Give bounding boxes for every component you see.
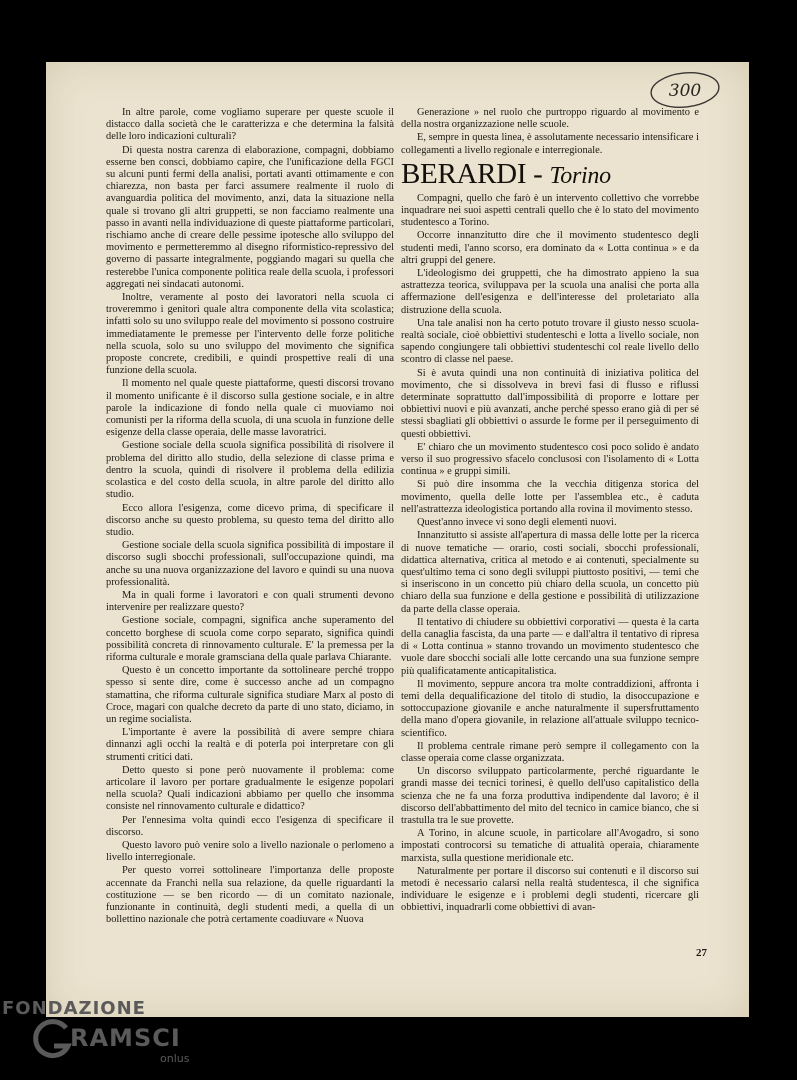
right-column — [401, 107, 699, 916]
magazine-page — [46, 62, 749, 1017]
paragraph: Occorre innanzitutto dire che il movimento studentesco degli studenti medi, l'anno scorso, era dominato da « Lotta continua » e da altri gruppi del genere. — [401, 230, 699, 266]
paragraph: Si è avuta quindi una non continuità di iniziativa politica del movimento, che si dissolveva in brevi fasi di flusso e riflussi determinate soprattutto dall'impossibilità di proporre e lottare per obbiettivi nuovi e più avanzati, anche perché spesso erano già di per sé stessi sbagliati gli obbiettivi o assurde le forme per il perseguimento di questi obbiettivi. — [401, 367, 699, 440]
paragraph: Gestione sociale della scuola significa possibilità di impostare il discorso sugli sbocchi professionali, sull'occupazione quindi, ma anche su una nuova organizzazione del lavoro e quindi su una nuova professionalità. — [106, 540, 394, 588]
handwritten-page-annotation — [646, 70, 724, 112]
paragraph: Gestione sociale, compagni, significa anche superamento del concetto borghese di scuola come corpo separato, significa quindi possibilità concreta di rinnovamento culturale. E' la premessa per la riforma culturale e morale gramsciana della quale parlava Chiarante. — [106, 615, 394, 663]
fondazione-gramsci-watermark — [0, 994, 220, 1080]
paragraph: Inoltre, veramente al posto dei lavoratori nella scuola ci troveremmo i genitori quale altra componente della vita scolastica; infatti solo su uno sviluppo reale del movimento si possono costruire immediatamente le premesse per l'intervento delle forze politiche nella scuola, solo su uno sviluppo del movimento che significa proposte concrete, credibili, e quindi prospettive reali di una funzione della scuola. — [106, 292, 394, 377]
watermark-line1: FONDAZIONE — [2, 998, 146, 1019]
paragraph: Ecco allora l'esigenza, come dicevo prima, di specificare il discorso anche su questo problema, su questo tema del diritto allo studio. — [106, 502, 394, 538]
speaker-city: Torino — [549, 162, 611, 189]
left-column — [106, 107, 394, 927]
page-number: 27 — [696, 947, 707, 959]
handwritten-circle-icon — [646, 70, 724, 112]
paragraph: Un discorso sviluppato particolarmente, perché riguardante le grandi masse dei tecnici torinesi, è quello dell'uso capitalistico della scienza che ne fa una forza produttiva indipendente dal lavoro; è il discorso dell'abbattimento del mito del tecnico in camice bianco, che si trastulla tra le sue provette. — [401, 766, 699, 826]
paragraph: Di questa nostra carenza di elaborazione, compagni, dobbiamo esserne ben consci, dobbiamo capire, che l'unificazione della FGCI su alcuni punti fermi della analisi, portati avanti ottimamente e con chiarezza, non basta per farci assumere realmente il ruolo di avanguardia politica del movimento, anzi, data la situazione nella quale si trovano gli altri gruppetti, se non facciamo realmente una passo in avanti nella individuazione di queste piattaforme particolari, rischiamo anche di creare delle pessime ipotesche allo sviluppo del movimento e permetteremmo al disegno riformistico-repressivo del governo di passarte integralmente, poggiando magari su quella che resterebbe l'unica componente politica reale della scuola, i professori aggregati nei sindacati autonomi. — [106, 144, 394, 290]
watermark-suffix: onlus — [160, 1052, 190, 1065]
speaker-name: BERARDI - — [401, 157, 550, 190]
paragraph: Innanzitutto si assiste all'apertura di massa delle lotte per la ricerca di nuove tematiche — orario, costi sociali, sbocchi professionali, didattica alternativa, critica al metodo e ai contenuti, specialmente su quest'ultimo tema ci sono degli sviluppi piuttosto positivi, — temi che si inseriscono in un concetto più chiaro della scuola, un concetto più chiaro della sua funzione e della gestione e possibilità di utilizzazione da parte della classe operaia. — [401, 530, 699, 615]
paragraph: Generazione » nel ruolo che purtroppo riguardo al movimento e della nostra organizzazione nelle scuole. — [401, 107, 699, 131]
paragraph: In altre parole, come vogliamo superare per queste scuole il distacco dalla società che le caratterizza e che determina la falsità delle loro indicazioni culturali? — [106, 107, 394, 143]
paragraph: Il tentativo di chiudere su obbiettivi corporativi — questa è la carta della canaglia fascista, da una parte — e dall'altra il tentativo di ripresa di « Lotta continua » stanno trovando un movimento studentesco che vuole dare sbocchi sociali alle lotte cercando una sua funzione sempre più qualificatamente anticapitalistica. — [401, 616, 699, 677]
paragraph: Il momento nel quale queste piattaforme, questi discorsi trovano il momento unificante è il discorso sulla gestione sociale, e in altre parole la indicazione di fondo nella quale ci muoviamo noi comunisti per la riforma della scuola, di una scuola in funzione delle esigenze della classe operaia, delle masse lavoratrici. — [106, 378, 394, 439]
paragraph: Detto questo si pone però nuovamente il problema: come articolare il lavoro per portare gradualmente le esigenze popolari nella scuola? Quali indicazioni abbiamo per quello che insomma consiste nel rinnovamento culturale e didattico? — [106, 764, 394, 813]
paragraph: Il problema centrale rimane però sempre il collegamento con la classe operaia come classe organizzata. — [401, 740, 699, 764]
paragraph: E, sempre in questa linea, è assolutamente necessario intensificare i collegamenti a livello regionale e interregionale. — [401, 132, 699, 156]
paragraph: Gestione sociale della scuola significa possibilità di risolvere il problema del diritto allo studio, della selezione di classe prima e dentro la scuola, quindi di risolvere il problema della edilizia scolastica e del costo della scuola, in altre parole del diritto allo studio. — [106, 440, 394, 501]
paragraph: Quest'anno invece vi sono degli elementi nuovi. — [417, 517, 617, 529]
gramsci-g-logo-icon — [30, 1018, 74, 1062]
paragraph: A Torino, in alcune scuole, in particolare all'Avogadro, si sono impostati controcorsi su tematiche di attualità operaia, chiaramente marxista, sulla questione meridionale etc. — [401, 828, 699, 864]
paragraph: Per questo vorrei sottolineare l'importanza delle proposte accennate da Franchi nella sua relazione, da quelle riguardanti la costituzione — se ben ricordo — di un comitato nazionale, funzionante in continuità, degli studenti medi, a quella di un bollettino nazionale che potrà certamente coadiuvare « Nuova — [106, 865, 394, 926]
paragraph: L'importante è avere la possibilità di avere sempre chiara dinnanzi agli occhi la realtà e di poterla poi interpretare con gli strumenti critici dati. — [106, 727, 394, 763]
handwritten-number: 300 — [668, 81, 702, 101]
paragraph: L'ideologismo dei gruppetti, che ha dimostrato appieno la sua astrattezza teorica, sviluppava per la scuola una analisi che porta alla affermazione dell'esigenza e dell'interesse del proletariato alla distruzione della scuola. — [401, 268, 699, 316]
paragraph: Il movimento, seppure ancora tra molte contraddizioni, affronta i temi della dequalificazione del titolo di studio, la disoccupazione e sottoccupazione giovanile e anche naturalmente il supersfruttamento della mano d'opera giovanile, in relazione all'attuale sviluppo tecnico-scientifico. — [401, 678, 699, 739]
paragraph: Una tale analisi non ha certo potuto trovare il giusto nesso scuola-realtà sociale, cioè obbiettivi studenteschi e lotta a livello sociale, non sapendo congiungere tali obbiettivi studenteschi col reale livello dello scontro di classe nel paese. — [401, 317, 699, 366]
paragraph: Per l'ennesima volta quindi ecco l'esigenza di specificare il discorso. — [106, 814, 394, 838]
section-heading — [401, 158, 699, 192]
paragraph: Si può dire insomma che la vecchia ditigenza storica del movimento, quella delle lotte per l'assemblea etc., è caduta nell'astrattezza ideologistica portando alla rovina il movimento stesso. — [401, 479, 699, 515]
paragraph: E' chiaro che un movimento studentesco così poco solido è andato verso il suo progressivo sfacelo conclusosi con l'isolamento di « Lotta continua » e gruppi simili. — [401, 441, 699, 478]
paragraph: Questo è un concetto importante da sottolineare perché troppo spesso si sente dire, come è successo anche ad un compagno stamattina, che riforma culturale significa studiare Marx al posto di Croce, magari con qualche decreto da parte di uno stato, diciamo, in un regime socialista. — [106, 665, 394, 725]
paragraph: Ma in quali forme i lavoratori e con quali strumenti devono intervenire per realizzare questo? — [106, 589, 394, 614]
paragraph: Compagni, quello che farò è un intervento collettivo che vorrebbe inquadrare nei suoi aspetti centrali quello che è lo stato del movimento studentesco a Torino. — [401, 192, 699, 229]
paragraph: Naturalmente per portare il discorso sui contenuti e il discorso sui metodi è necessario calarsi nella realtà studentesca, il che significa individuare le esigenze e i problemi degli studenti, ricercare gli obbiettivi, inquadrarli come obbiettivi di avan- — [401, 865, 699, 914]
watermark-line2: RAMSCI — [70, 1024, 181, 1052]
paragraph: Questo lavoro può venire solo a livello nazionale o perlomeno a livello interregionale. — [106, 839, 394, 864]
